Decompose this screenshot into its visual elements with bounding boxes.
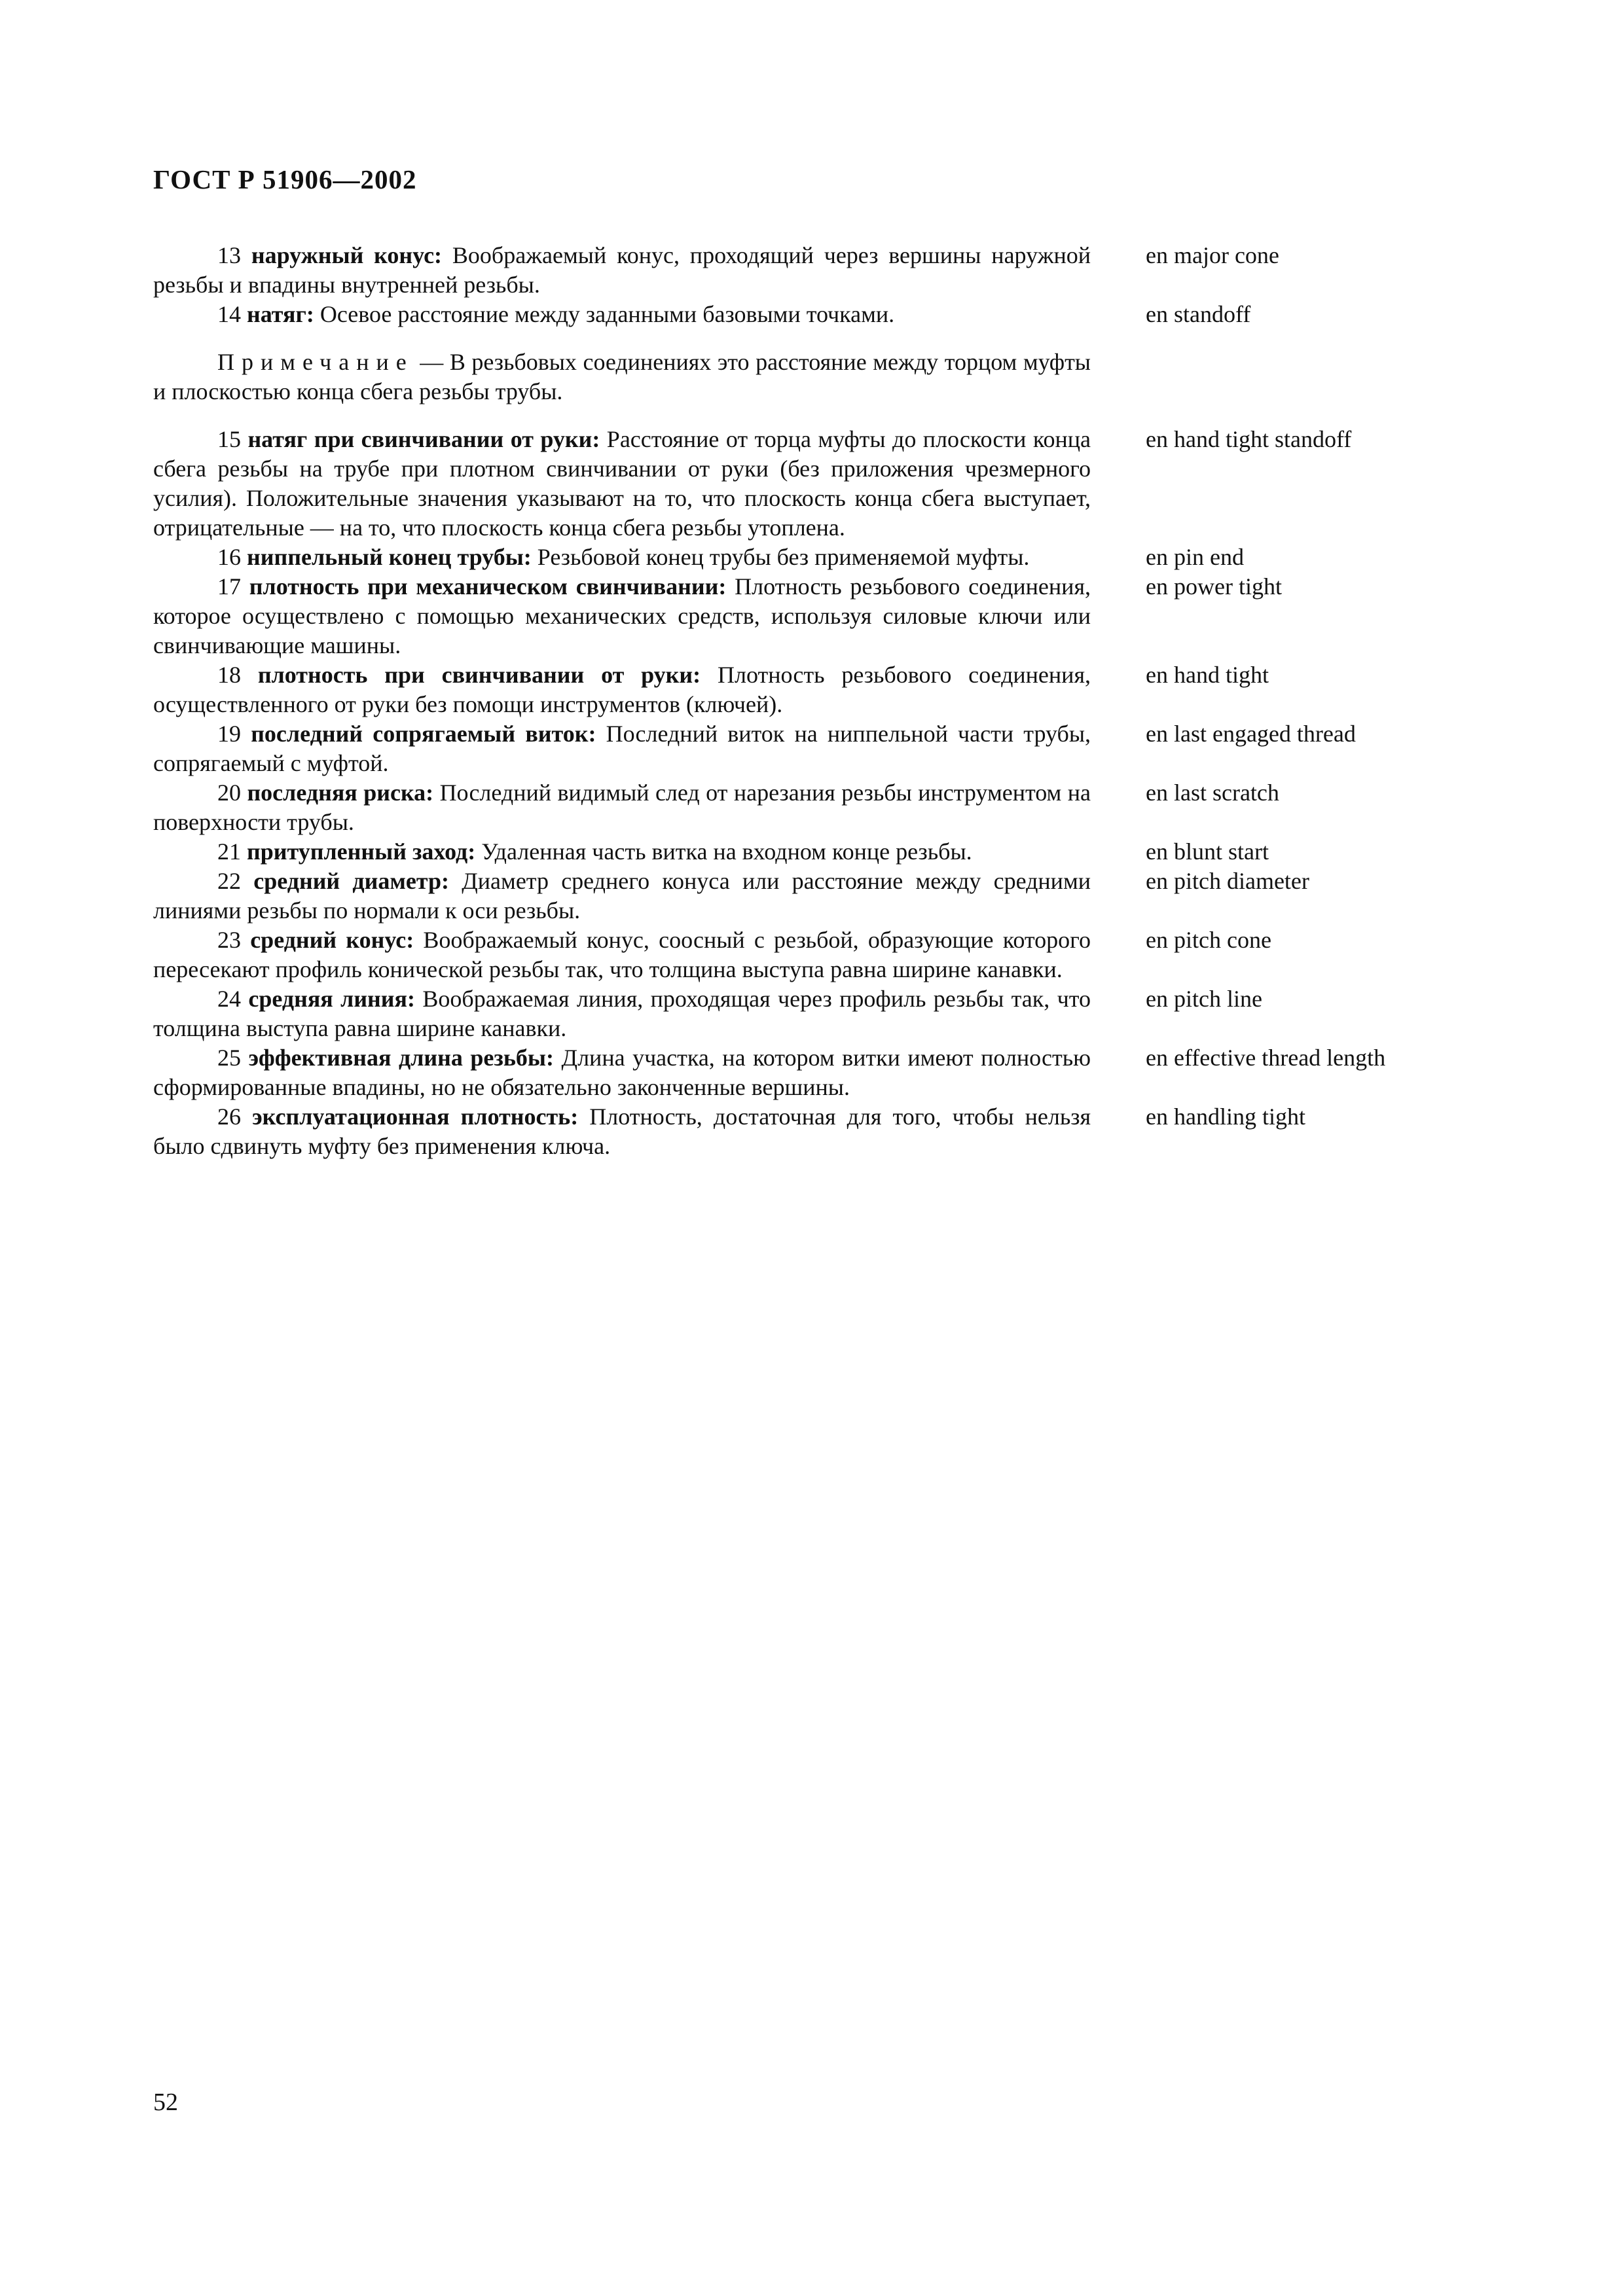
term-text: Воображаемый конус, соосный с резьбой, образующие которого пересекают профиль конической резьбы так, что толщина выступа равна ширине канавки. bbox=[153, 927, 1091, 982]
term-entry bbox=[153, 425, 1434, 543]
note bbox=[153, 348, 1091, 406]
terms-list bbox=[153, 241, 1434, 1161]
term-text: Плотность, достаточная для того, чтобы нельзя было сдвинуть муфту без применения ключа. bbox=[153, 1103, 1091, 1159]
term-english: en hand tight standoff bbox=[1146, 426, 1352, 452]
term-number: 22 bbox=[217, 868, 241, 894]
term-number: 21 bbox=[217, 838, 241, 865]
term-entry bbox=[153, 837, 1434, 867]
term-name: плотность при механическом свинчивании: bbox=[249, 573, 727, 600]
term-name: средний конус: bbox=[250, 927, 414, 953]
term-english: en pitch diameter bbox=[1146, 868, 1309, 894]
term-entry bbox=[153, 241, 1434, 300]
term-text: Длина участка, на котором витки имеют полностью сформированные впадины, но не обязательно законченные вершины. bbox=[153, 1045, 1091, 1100]
term-entry bbox=[153, 984, 1434, 1043]
term-name: последний сопрягаемый виток: bbox=[251, 721, 596, 747]
term-english: en major cone bbox=[1146, 242, 1279, 268]
term-text: Расстояние от торца муфты до плоскости конца сбега резьбы на трубе при плотном свинчивании от руки (без приложения чрезмерного усилия). Положительные значения указывают на то, что плоскость конца сбега выступает, отрицательные — на то, что плоскость конца сбега резьбы утоплена. bbox=[153, 426, 1091, 541]
term-name: средний диаметр: bbox=[253, 868, 449, 894]
term-name: притупленный заход: bbox=[247, 838, 476, 865]
term-number: 19 bbox=[217, 721, 241, 747]
term-english: en handling tight bbox=[1146, 1103, 1305, 1130]
term-english: en hand tight bbox=[1146, 662, 1269, 688]
term-entry bbox=[153, 1043, 1434, 1102]
term-entry bbox=[153, 300, 1434, 329]
term-definition bbox=[153, 543, 1091, 572]
term-entry bbox=[153, 543, 1434, 572]
term-definition bbox=[153, 778, 1091, 837]
term-english: en pitch line bbox=[1146, 986, 1262, 1012]
term-number: 15 bbox=[217, 426, 241, 452]
term-name: последняя риска: bbox=[247, 780, 434, 806]
term-text: Воображаемая линия, проходящая через профиль резьбы так, что толщина выступа равна ширине канавки. bbox=[153, 986, 1091, 1041]
term-definition bbox=[153, 660, 1091, 719]
term-name: ниппельный конец трубы: bbox=[247, 544, 532, 570]
term-entry bbox=[153, 925, 1434, 984]
term-entry bbox=[153, 719, 1434, 778]
term-definition bbox=[153, 984, 1091, 1043]
term-text: Удаленная часть витка на входном конце резьбы. bbox=[481, 838, 972, 865]
term-text: Плотность резьбового соединения, осуществленного от руки без помощи инструментов (ключей). bbox=[153, 662, 1091, 717]
term-name: плотность при свинчивании от руки: bbox=[257, 662, 701, 688]
term-name: наружный конус: bbox=[251, 242, 443, 268]
term-number: 26 bbox=[217, 1103, 241, 1130]
term-entry bbox=[153, 660, 1434, 719]
term-definition bbox=[153, 425, 1091, 543]
term-entry bbox=[153, 778, 1434, 837]
term-entry bbox=[153, 867, 1434, 925]
term-definition bbox=[153, 300, 1091, 329]
term-name: натяг при свинчивании от руки: bbox=[247, 426, 600, 452]
term-text: Плотность резьбового соединения, которое осуществлено с помощью механических средств, используя силовые ключи или свинчивающие машины. bbox=[153, 573, 1091, 658]
term-text: Осевое расстояние между заданными базовыми точками. bbox=[319, 301, 895, 327]
term-english: en standoff bbox=[1146, 301, 1251, 327]
term-english: en effective thread length bbox=[1146, 1045, 1386, 1071]
term-english: en power tight bbox=[1146, 573, 1282, 600]
term-entry bbox=[153, 1102, 1434, 1161]
term-entry bbox=[153, 572, 1434, 660]
page-number: 52 bbox=[153, 2089, 178, 2116]
term-name: натяг: bbox=[247, 301, 314, 327]
term-text: Воображаемый конус, проходящий через вершины наружной резьбы и впадины внутренней резьбы. bbox=[153, 242, 1091, 298]
term-english: en last engaged thread bbox=[1146, 721, 1356, 747]
note-label: Примечание bbox=[217, 349, 414, 375]
term-name: эффективная длина резьбы: bbox=[248, 1045, 555, 1071]
term-number: 20 bbox=[217, 780, 241, 806]
term-text: Диаметр среднего конуса или расстояние между средними линиями резьбы по нормали к оси резьбы. bbox=[153, 868, 1091, 924]
term-definition bbox=[153, 1102, 1091, 1161]
term-number: 17 bbox=[217, 573, 241, 600]
term-english: en pin end bbox=[1146, 544, 1244, 570]
term-text: Последний видимый след от нарезания резьбы инструментом на поверхности трубы. bbox=[153, 780, 1091, 835]
term-number: 18 bbox=[217, 662, 241, 688]
term-definition bbox=[153, 925, 1091, 984]
term-english: en pitch cone bbox=[1146, 927, 1271, 953]
term-definition bbox=[153, 1043, 1091, 1102]
term-definition bbox=[153, 867, 1091, 925]
term-number: 25 bbox=[217, 1045, 241, 1071]
term-number: 23 bbox=[217, 927, 241, 953]
term-number: 14 bbox=[217, 301, 241, 327]
document-header: ГОСТ Р 51906—2002 bbox=[153, 164, 417, 194]
term-english: en blunt start bbox=[1146, 838, 1269, 865]
term-number: 16 bbox=[217, 544, 241, 570]
term-text: Последний виток на ниппельной части трубы, сопрягаемый с муфтой. bbox=[153, 721, 1091, 776]
term-number: 24 bbox=[217, 986, 241, 1012]
term-definition bbox=[153, 719, 1091, 778]
term-name: средняя линия: bbox=[248, 986, 416, 1012]
note-text: — В резьбовых соединениях это расстояние между торцом муфты и плоскостью конца сбега резьбы трубы. bbox=[153, 349, 1091, 404]
term-definition bbox=[153, 572, 1091, 660]
term-number: 13 bbox=[217, 242, 241, 268]
term-definition bbox=[153, 241, 1091, 300]
term-text: Резьбовой конец трубы без применяемой муфты. bbox=[537, 544, 1030, 570]
term-english: en last scratch bbox=[1146, 780, 1279, 806]
term-definition bbox=[153, 837, 1091, 867]
term-name: эксплуатационная плотность: bbox=[252, 1103, 579, 1130]
